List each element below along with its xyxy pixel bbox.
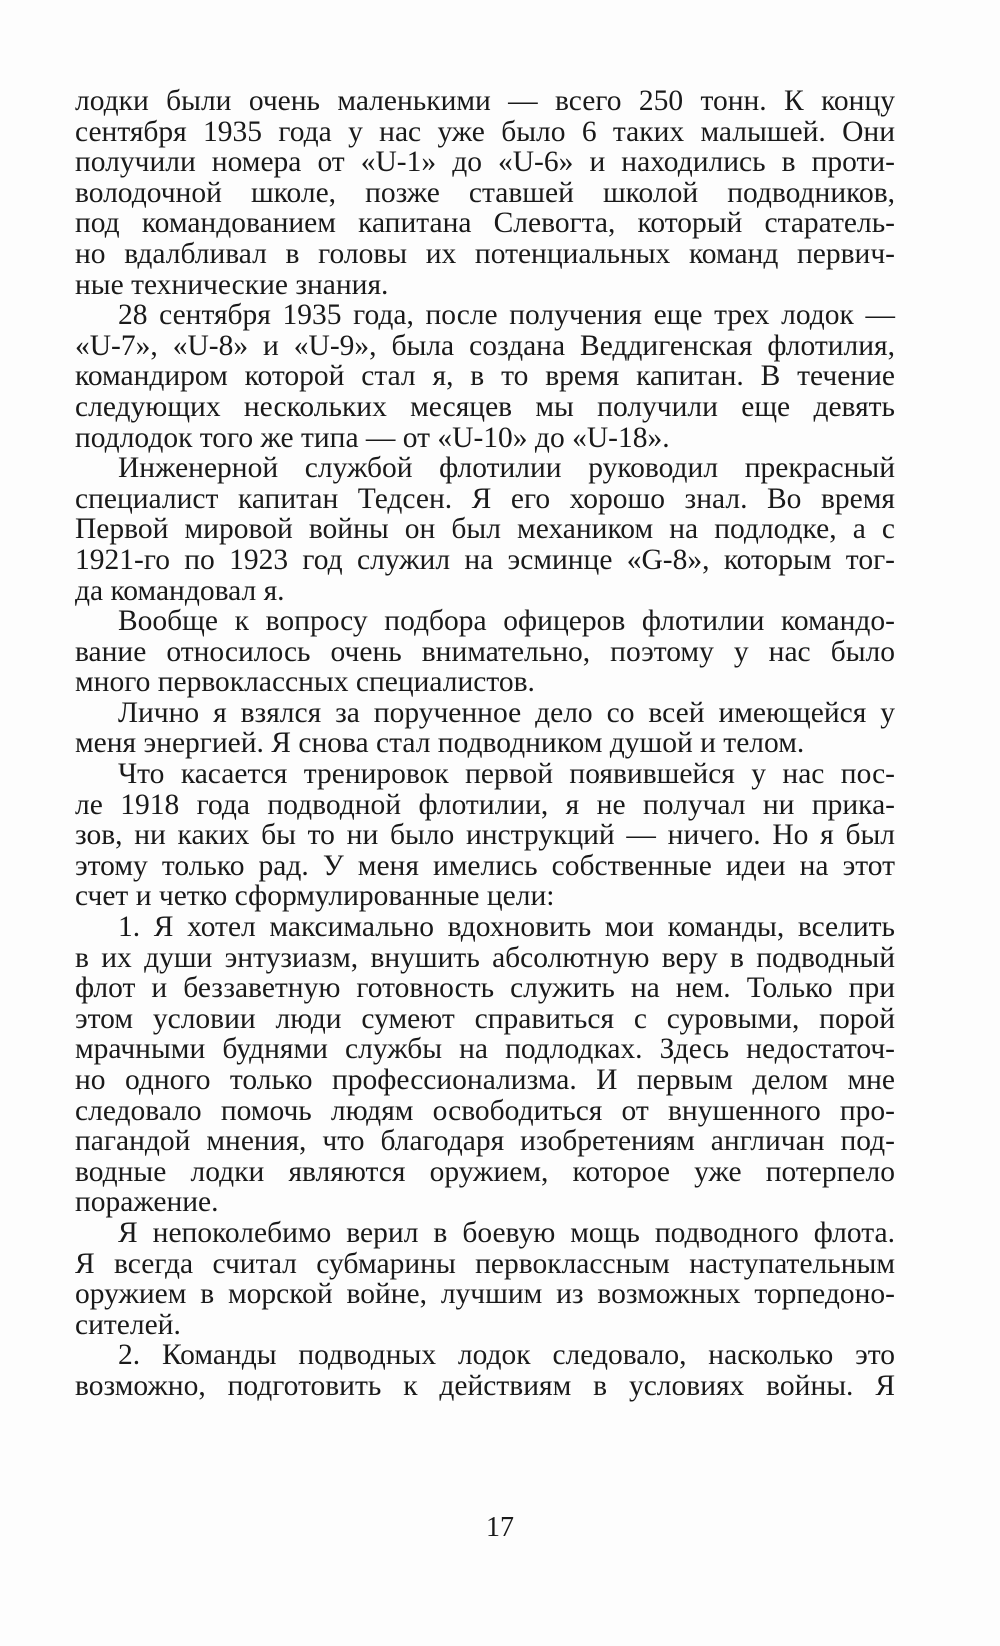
text-line: подлодок того же типа — от «U-10» до «U-18». [75, 421, 670, 454]
text-line: Первой мировой войны он был механиком на подлодке, а с [75, 513, 895, 546]
text-line: 2. Команды подводных лодок следовало, насколько это [118, 1339, 895, 1372]
text-line: 1. Я хотел максимально вдохновить мои команды, вселить [118, 911, 895, 944]
paragraph [75, 1340, 895, 1401]
paragraph [75, 698, 895, 759]
text-line: но одного только профессионализма. И первым делом мне [75, 1064, 895, 1096]
paragraph [75, 759, 895, 912]
text-line: 1921-го по 1923 год служил на эсминце «G-8», которым тог- [75, 543, 895, 576]
text-line: мрачными буднями службы на подлодках. Здесь недостаточ- [75, 1033, 895, 1066]
text-line: меня энергией. Я снова стал подводником душой и телом. [75, 727, 805, 760]
text-line: этом условии люди сумеют справиться с суровыми, порой [75, 1002, 895, 1035]
text-line: да командовал я. [75, 574, 285, 607]
text-line: Лично я взялся за порученное дело со всей имеющейся у [118, 696, 895, 729]
page-body-text [75, 86, 895, 1402]
text-line: много первоклассных специалистов. [75, 666, 535, 699]
text-line: сентября 1935 года у нас уже было 6 таких малышей. Они [75, 115, 895, 148]
text-line: вание относилось очень внимательно, поэтому у нас было [75, 635, 895, 668]
text-line: пагандой мнения, что благодаря изобретениям англичан под- [75, 1125, 895, 1158]
text-line: оружием в морской войне, лучшим из возможных торпедоно- [75, 1278, 895, 1311]
text-line: Я непоколебимо верил в боевую мощь подводного флота. [118, 1216, 895, 1249]
text-line: сителей. [75, 1308, 181, 1341]
text-line: ные технические знания. [75, 268, 389, 301]
text-line: «U-7», «U-8» и «U-9», была создана Веддигенская флотилия, [75, 329, 895, 362]
text-line: специалист капитан Тедсен. Я его хорошо знал. Во время [75, 482, 895, 515]
text-line: этому только рад. У меня имелись собственные идеи на этот [75, 849, 895, 882]
page-number: 17 [486, 1512, 514, 1543]
text-line: следующих нескольких месяцев мы получили еще девять [75, 390, 895, 423]
text-line: володочной школе, позже ставшей школой подводников, [75, 176, 895, 209]
text-line: возможно, подготовить к действиям в условиях войны. Я [75, 1369, 895, 1402]
text-line: Я всегда считал субмарины первоклассным наступательным [75, 1247, 895, 1280]
paragraph [75, 606, 895, 698]
paragraph [75, 300, 895, 453]
text-line: ле 1918 года подводной флотилии, я не получал ни прика- [75, 788, 895, 821]
text-line: Что касается тренировок первой появившейся у нас пос- [118, 758, 895, 791]
text-line: в их души энтузиазм, внушить абсолютную веру в подводный [75, 941, 895, 974]
paragraph [75, 453, 895, 606]
text-line: лодки были очень маленькими — всего 250 тонн. К концу [75, 85, 895, 117]
text-line: следовало помочь людям освободиться от внушенного про- [75, 1094, 895, 1127]
text-line: поражение. [75, 1186, 219, 1219]
text-line: Вообще к вопросу подбора офицеров флотилии командо- [118, 605, 895, 638]
paragraph [75, 86, 895, 300]
paragraph [75, 1218, 895, 1340]
text-line: но вдалбливал в головы их потенциальных команд первич- [75, 237, 895, 270]
paragraph [75, 912, 895, 1218]
text-line: счет и четко сформулированные цели: [75, 880, 555, 913]
text-line: получили номера от «U-1» до «U-6» и находились в проти- [75, 146, 895, 179]
text-line: 28 сентября 1935 года, после получения еще трех лодок — [118, 299, 895, 332]
text-line: флот и беззаветную готовность служить на нем. Только при [75, 972, 895, 1005]
text-line: под командованием капитана Слевогта, который старатель- [75, 207, 895, 240]
text-line: Инженерной службой флотилии руководил прекрасный [118, 452, 895, 485]
text-line: командиром которой стал я, в то время капитан. В течение [75, 360, 895, 393]
text-line: водные лодки являются оружием, которое уже потерпело [75, 1155, 895, 1188]
text-line: зов, ни каких бы то ни было инструкций — ничего. Но я был [75, 819, 895, 852]
